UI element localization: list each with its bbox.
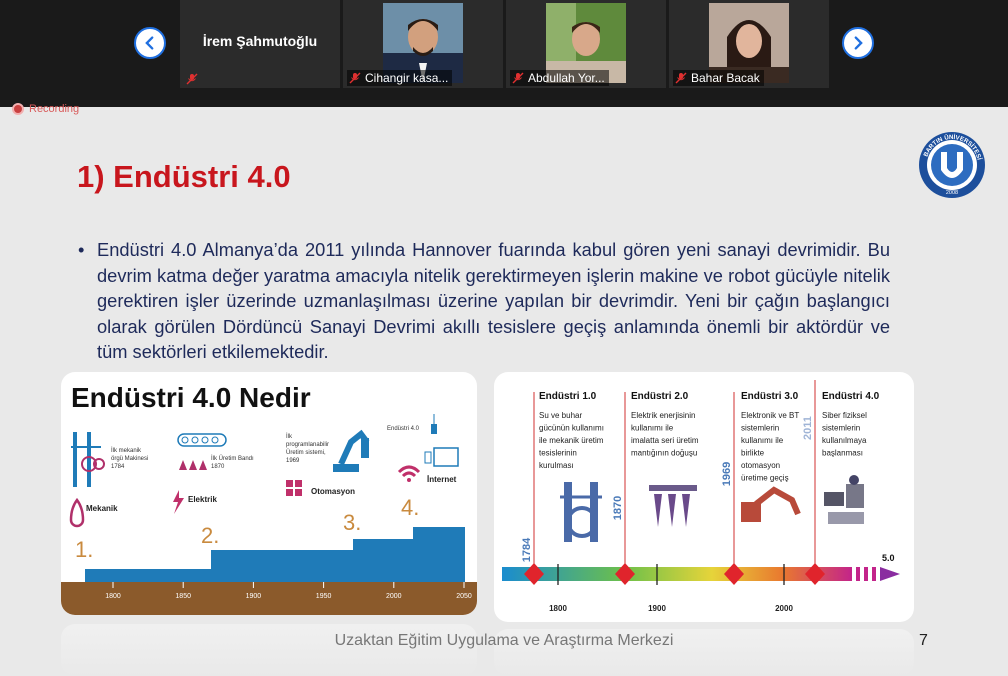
stage-desc-line: başlanması bbox=[822, 448, 863, 458]
stage-desc-line: Elektrik enerjisinin bbox=[631, 411, 696, 420]
shared-slide bbox=[0, 107, 1008, 676]
stage-year: 2011 bbox=[802, 416, 814, 440]
axis-tick-label: 2000 bbox=[775, 604, 793, 613]
stage-year: 1784 bbox=[521, 537, 533, 563]
stage-title: Endüstri 3.0 bbox=[741, 391, 799, 402]
figure-note-line: Üretim sistemi, bbox=[286, 450, 326, 456]
slide-footer: Uzaktan Eğitim Uygulama ve Araştırma Merkezi bbox=[334, 632, 674, 649]
slide-page-number: 7 bbox=[919, 632, 928, 649]
muted-mic-icon bbox=[186, 73, 198, 85]
axis-tick-label: 1900 bbox=[648, 604, 666, 613]
category-label: Otomasyon bbox=[311, 487, 356, 496]
axis-tick-label: 1800 bbox=[549, 604, 567, 613]
axis-tick-label: 1950 bbox=[315, 593, 332, 600]
axis-tick-label: 1800 bbox=[105, 593, 121, 600]
participant-strip bbox=[0, 0, 1008, 107]
axis-tick-label: 1850 bbox=[175, 593, 191, 600]
participant-name-2: Abdullah Yor... bbox=[528, 71, 605, 85]
figure-note-line: örgü Makinesi bbox=[111, 456, 149, 462]
industrial-revolutions-timeline bbox=[494, 372, 914, 622]
smart-factory-icon bbox=[824, 475, 864, 524]
axis-tick-label: 2000 bbox=[386, 593, 402, 600]
bullet-text: Endüstri 4.0 Almanya’da 2011 yılında Hannover fuarında kabul gören yeni sanayi devrimidir. Bu devrim katma değer yaratma amacıyla nitelik gerektirmeyen işlerin makine ve robot gücüyle nitelik gerektiren işler üzerinde uzmanlaşılması üzerine yapılan bir devrimdir. Yeni bir çağın başlangıcı olarak görülen Dördüncü Sanayi Devrimi akıllı tesislere geçiş anlamında önemli bir aktördür ve tüm sektörleri etkilemektedir. bbox=[97, 239, 890, 362]
assembly-line-icon bbox=[649, 485, 697, 527]
chevron-right-icon bbox=[849, 34, 867, 52]
muted-mic-icon bbox=[512, 72, 524, 84]
stage-title: Endüstri 1.0 bbox=[539, 391, 597, 402]
figure-note-line: 1784 bbox=[111, 464, 125, 470]
industrial-robot-icon bbox=[741, 490, 798, 522]
stage-desc-line: birlikte bbox=[741, 448, 765, 458]
stage-desc-line: imalatta seri üretim bbox=[631, 436, 699, 445]
participant-tile-2[interactable] bbox=[506, 0, 666, 88]
logo-year: 2008 bbox=[945, 190, 959, 196]
participant-label-host bbox=[184, 72, 202, 86]
timeline-bar bbox=[502, 567, 852, 581]
participant-label-3 bbox=[673, 70, 764, 86]
stage-marker bbox=[615, 563, 635, 585]
figure-heading: Endüstri 4.0 Nedir bbox=[71, 382, 311, 413]
participant-name-host: İrem Şahmutoğlu bbox=[202, 33, 318, 49]
category-label: Elektrik bbox=[188, 495, 217, 504]
muted-mic-icon bbox=[675, 72, 687, 84]
recording-label: Recording bbox=[29, 103, 80, 115]
stage-desc-line: sistemlerin bbox=[822, 423, 861, 433]
muted-mic-icon bbox=[349, 72, 361, 84]
figure-note-line: Endüstri 4.0 bbox=[387, 426, 420, 432]
stage-desc-line: kurulması bbox=[539, 461, 574, 470]
loom-icon bbox=[71, 432, 104, 487]
figure-note-line: programlanabilir bbox=[286, 442, 330, 448]
stage-desc-line: kullanımı ile bbox=[741, 436, 784, 445]
stage-title: Endüstri 4.0 bbox=[822, 391, 880, 402]
figure-note-line: İlk bbox=[286, 434, 292, 440]
chevron-left-icon bbox=[141, 34, 159, 52]
drop-icon bbox=[71, 500, 83, 526]
step-label-4: 4. bbox=[401, 495, 420, 520]
slide-title: 1) Endüstri 4.0 bbox=[77, 159, 291, 194]
stage-desc-line: Siber fiziksel bbox=[822, 411, 867, 420]
recording-indicator[interactable] bbox=[12, 103, 79, 115]
step-label-1: 1. bbox=[75, 537, 94, 562]
university-logo bbox=[917, 130, 987, 200]
logo-text: BARTIN ÜNİVERSİTESİ bbox=[922, 133, 983, 161]
stage-year: 1870 bbox=[612, 495, 624, 521]
stage-title: Endüstri 2.0 bbox=[631, 391, 689, 402]
industry-4-0-figure bbox=[61, 372, 477, 615]
stage-desc-line: Su ve buhar bbox=[539, 411, 583, 420]
automation-icon bbox=[286, 480, 302, 496]
timeline-ground bbox=[61, 582, 477, 615]
steam-machine-icon bbox=[560, 482, 602, 542]
stage-desc-line: ile mekanik üretim bbox=[539, 436, 604, 445]
stage-desc-line: kullanımı ile bbox=[631, 423, 674, 433]
axis-tick-label: 2050 bbox=[456, 593, 472, 600]
wifi-icon bbox=[399, 467, 419, 482]
figure-notes bbox=[111, 426, 420, 470]
timeline-stages bbox=[521, 380, 880, 585]
stage-desc-line: gücünün kullanımı bbox=[539, 423, 604, 433]
participant-name-3: Bahar Bacak bbox=[691, 71, 760, 85]
step-label-2: 2. bbox=[201, 523, 220, 548]
participant-name-1: Cihangir kasa... bbox=[365, 71, 449, 85]
slide-bullet bbox=[78, 237, 890, 365]
stage-desc-line: tesislerinin bbox=[539, 448, 577, 458]
bullet-point-icon: • bbox=[78, 239, 85, 260]
participant-tile-host[interactable] bbox=[180, 0, 340, 88]
stage-year: 1969 bbox=[721, 461, 733, 487]
stage-desc-line: sistemlerin bbox=[741, 423, 780, 433]
stage-desc-line: kullanılmaya bbox=[822, 436, 867, 445]
participant-tile-3[interactable] bbox=[669, 0, 829, 88]
stage-desc-line: Elektronik ve BT bbox=[741, 411, 800, 420]
step-label-3: 3. bbox=[343, 510, 362, 535]
stage-desc-line: mantığının doğuşu bbox=[631, 448, 698, 458]
stage-desc-line: üretime geçiş bbox=[741, 473, 789, 483]
figure-note-line: İlk mekanik bbox=[111, 448, 142, 454]
figure-note-line: İlk Üretim Bandı bbox=[211, 456, 254, 462]
lightning-icon bbox=[173, 490, 184, 514]
stage-marker bbox=[805, 563, 825, 585]
participant-tile-1[interactable] bbox=[343, 0, 503, 88]
previous-page-button[interactable] bbox=[134, 27, 166, 59]
staircase-shape bbox=[85, 527, 465, 582]
stage-marker bbox=[724, 563, 744, 585]
arrow-label: 5.0 bbox=[882, 553, 895, 563]
figure-note-line: 1870 bbox=[211, 464, 225, 470]
robot-arm-icon bbox=[333, 434, 369, 472]
timeline-arrowhead bbox=[856, 567, 900, 581]
record-icon bbox=[12, 103, 24, 115]
axis-tick-label: 1900 bbox=[245, 593, 262, 600]
figure-note-line: 1969 bbox=[286, 458, 300, 464]
category-label: İnternet bbox=[427, 475, 457, 484]
participant-label-1 bbox=[347, 70, 452, 86]
stage-desc-line: otomasyon bbox=[741, 461, 781, 470]
category-label: Mekanik bbox=[86, 504, 118, 513]
stage-marker bbox=[524, 563, 544, 585]
next-page-button[interactable] bbox=[842, 27, 874, 59]
devices-icon bbox=[425, 414, 458, 466]
participant-label-2 bbox=[510, 70, 609, 86]
